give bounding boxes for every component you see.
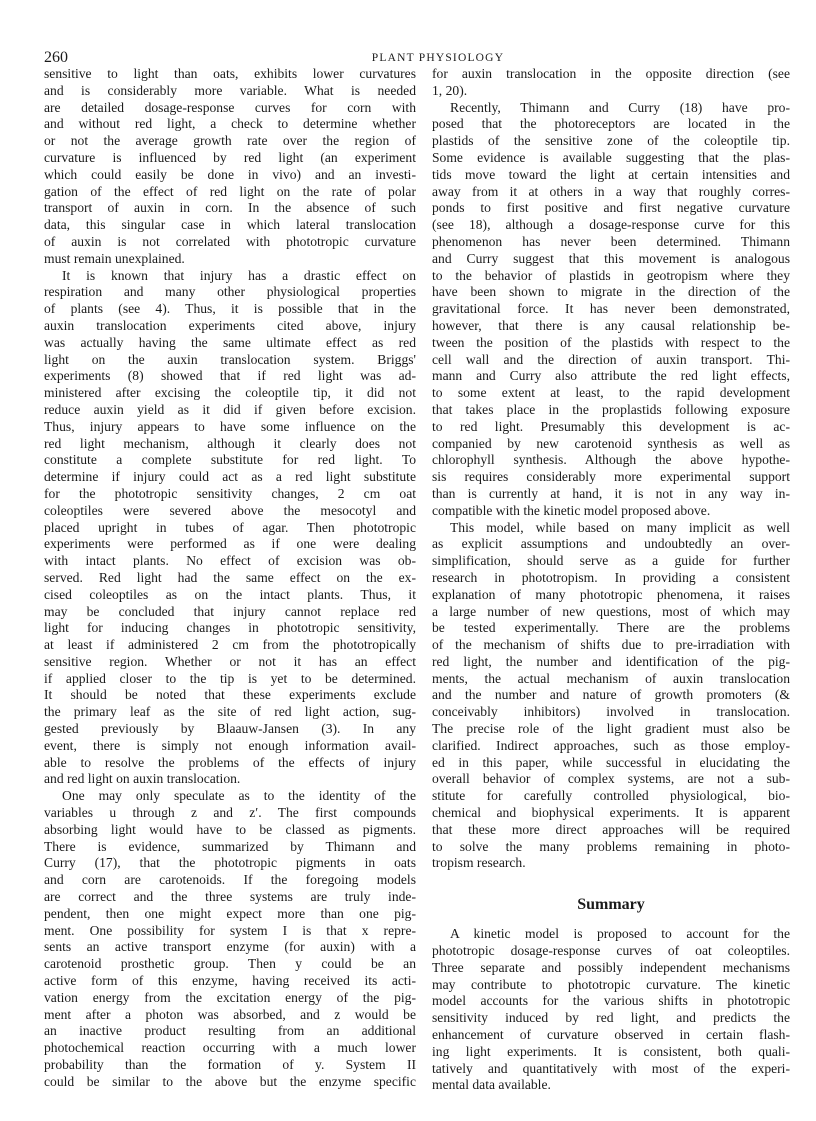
text-line: could be similar to the above but the enzyme specific [44,1073,416,1089]
text-line: photochemical reaction occurring with a much lower [44,1040,416,1056]
text-line: tids move toward the light at certain intensities and [432,166,790,182]
text-line: light for inducing changes in phototropic sensitivity, [44,620,416,636]
text-line: able to resolve the problems of the effects of injury [44,754,416,770]
text-line: sents an active transport enzyme (for auxin) with a [44,939,416,955]
text-line: The precise role of the light gradient must also be [432,721,790,737]
text-line: may be concluded that injury cannot replace red [44,603,416,619]
text-line: are detailed dosage-response curves for corn with [44,99,416,115]
text-line: transport of auxin in corn. In the absence of such [44,200,416,216]
text-line: vation energy from the excitation energy of the pig- [44,989,416,1005]
text-line: must remain unexplained. [44,250,185,266]
text-line: to red light. Presumably this development is ac- [432,418,790,434]
paragraph [432,100,790,520]
text-line: the primary leaf as the site of red light action, sug- [44,704,416,720]
text-line: experiments (8) showed that if red light was ad- [44,368,416,384]
text-line: which could easily be done in vivo) and an investi- [44,166,416,182]
text-line: ing light experiments. It is consistent, both quali- [432,1043,790,1059]
text-line: of auxin is not correlated with phototropic curvature [44,233,416,249]
text-line: model accounts for the various shifts in phototropic [432,993,790,1009]
text-line: sensitive to light than oats, exhibits lower curvatures [44,66,416,81]
text-line: mental data available. [432,1077,551,1093]
text-line: experiments were performed as if one were dealing [44,536,416,552]
text-line: companied by new carotenoid synthesis as well as [432,435,790,451]
text-line: tween the position of the plastids with respect to the [432,334,790,350]
text-line: have been shown to migrate in the direction of the [432,284,790,300]
text-line: plastids of the sensitive zone of the coleoptile tip. [432,133,790,149]
text-line: light on the auxin translocation system. Briggs' [44,351,416,367]
text-line: cell wall and the direction of auxin transport. Thi- [432,351,790,367]
text-line: mann and Curry also attribute the red light effects, [432,368,790,384]
text-line: determine if injury could act as a red light substitute [44,469,416,485]
text-line: and Curry suggest that this movement is analogous [432,250,790,266]
text-line: constitute a complete substitute for red light. To [44,452,416,468]
text-line: research in phototropism. In providing a consistent [432,569,790,585]
text-line: however, that there is any causal relationship be- [432,317,790,333]
text-line: It should be noted that these experiments exclude [44,687,416,703]
text-line: active form of this enzyme, having received its acti- [44,973,416,989]
text-line: stitute for carefully controlled physiological, bio- [432,788,790,804]
text-line: and is considerably more variable. What is needed [44,82,416,98]
text-line: that takes place in the proplastids following exposure [432,401,790,417]
text-line: to some extent at least, to the rapid development [432,385,790,401]
right-column-body [432,66,790,872]
text-line: It is known that injury has a drastic effect on [62,267,416,283]
page-number: 260 [44,49,68,66]
text-line: and red light on auxin translocation. [44,771,241,787]
text-line: a large number of new questions, most of which may [432,603,790,619]
text-line: tatively and quantitatively with most of the experi- [432,1060,790,1076]
text-line: event, there is simply not enough information avail- [44,737,416,753]
text-line: (see 18), although a dosage-response curve for this [432,217,790,233]
text-line: clarified. Indirect approaches, such as those employ- [432,737,790,753]
text-line: that these more direct approaches will be required [432,821,790,837]
text-line: tropism research. [432,855,526,871]
text-line: are correct and the three systems are truly inde- [44,889,416,905]
paragraph [44,268,416,789]
text-line: A kinetic model is proposed to account for the [450,926,790,942]
text-line: One may only speculate as to the identity of the [62,788,416,804]
text-line: for auxin translocation in the opposite direction (see [432,66,790,81]
text-line: cised coleoptiles as on the intact plants. Thus, it [44,586,416,602]
text-line: of the mechanism of shifts due to pre-irradiation with [432,637,790,653]
text-line: phenomenon has never been determined. Thimann [432,233,790,249]
text-line: pendent, then one might expect more than one pig- [44,905,416,921]
text-line: ed in this paper, while successful in elucidating the [432,754,790,770]
text-line: probability than the formation of y. System II [44,1057,416,1073]
text-line: red light mechanism, although it clearly does not [44,435,416,451]
text-line: and the number and nature of growth promoters (& [432,687,790,703]
text-line: gravitational force. It has never been demonstrated, [432,301,790,317]
text-line: variables u through z and z′. The first compounds [44,805,416,821]
paragraph [432,520,790,873]
text-line: conceivably inhibitors) involved in translocation. [432,704,790,720]
text-line: red light, the number and identification of the pig- [432,653,790,669]
text-line: Some evidence is available suggesting that the plas- [432,149,790,165]
paragraph [44,66,416,268]
text-line: auxin translocation experiments cited above, injury [44,317,416,333]
text-line: and corn are carotenoids. If the foregoing models [44,872,416,888]
text-line: and without red light, a check to determine whether [44,116,416,132]
text-line: gation of the effect of red light on the rate of polar [44,183,416,199]
text-line: carotenoid prosthetic group. Then y could be an [44,956,416,972]
text-line: Thus, injury appears to have some influence on the [44,418,416,434]
text-line: chlorophyll synthesis. Although the above hypothe- [432,452,790,468]
text-line: data, this singular case in which lateral translocation [44,217,416,233]
text-line: to solve the many problems remaining in photo- [432,838,790,854]
text-line: This model, while based on many implicit as well [450,519,790,535]
text-line: explanation of many phototropic phenomena, it raises [432,586,790,602]
text-line: be tested experimentally. There are the problems [432,620,790,636]
text-line: reduce auxin yield as it did if given before excision. [44,401,416,417]
text-line: ment after a photon was absorbed, and z would be [44,1006,416,1022]
text-line: There is evidence, summarized by Thimann and [44,838,416,854]
text-line: Three separate and possibly independent mechanisms [432,959,790,975]
text-line: compatible with the kinetic model proposed above. [432,502,711,518]
text-line: 1, 20). [432,82,468,98]
running-header: PLANT PHYSIOLOGY [371,52,505,64]
text-line: if applied closer to the tip is yet to be determined. [44,670,416,686]
summary-paragraph [432,926,790,1094]
text-line: for the phototropic sensitivity changes, 2 cm oat [44,485,416,501]
text-line: an inactive product resulting from an additional [44,1023,416,1039]
right-column [432,66,790,1094]
text-line: ments, the actual mechanism of auxin translocation [432,670,790,686]
text-line: enhancement of curvature observed in certain flash- [432,1027,790,1043]
text-line: than is currently at hand, it is not in any way in- [432,485,790,501]
text-line: sis requires considerably more experimental support [432,469,790,485]
text-line: coleoptiles were severed above the mesocotyl and [44,502,416,518]
text-line: chemical and biophysical experiments. It is apparent [432,805,790,821]
summary-heading: Summary [577,896,645,914]
paragraph [44,788,416,1090]
text-line: overall behavior of complex systems, are not a sub- [432,771,790,787]
text-line: may contribute to phototropic curvature. The kinetic [432,976,790,992]
text-line: respiration and many other physiological properties [44,284,416,300]
left-column [44,66,416,1091]
text-line: ponds to first positive and first negative curvature [432,200,790,216]
text-line: ministered after excising the coleoptile tip, it did not [44,385,416,401]
text-line: was actually having the same ultimate effect as red [44,334,416,350]
text-line: as explicit assumptions and undoubtedly an over- [432,536,790,552]
text-line: of plants (see 4). Thus, it is possible that in the [44,301,416,317]
text-line: sensitivity induced by red light, and predicts the [432,1010,790,1026]
text-line: away from it at others in a way that roughly corres- [432,183,790,199]
text-line: Recently, Thimann and Curry (18) have pro- [450,99,790,115]
text-line: gested previously by Blaauw-Jansen (3). In any [44,721,416,737]
text-line: or not the average growth rate over the region of [44,133,416,149]
paragraph [432,66,790,100]
text-line: sensitive region. Whether or not it has an effect [44,653,416,669]
text-line: with intact plants. No effect of excision was ob- [44,553,416,569]
text-line: to the behavior of plastids in geotropism where they [432,267,790,283]
text-line: Curry (17), that the phototropic pigments in oats [44,855,416,871]
text-line: served. Red light had the same effect on the ex- [44,569,416,585]
text-line: curvature is influenced by red light (an experiment [44,149,416,165]
text-line: phototropic dosage-response curves of oat coleoptiles. [432,943,790,959]
text-line: absorbing light would have to be classed as pigments. [44,821,416,837]
text-line: simplification, should serve as a guide for further [432,553,790,569]
text-line: ment. One possibility for system I is that x repre- [44,922,416,938]
text-line: placed upright in tubes of agar. Then phototropic [44,519,416,535]
text-line: at least if administered 2 cm from the phototropically [44,637,416,653]
text-line: posed that the photoreceptors are located in the [432,116,790,132]
